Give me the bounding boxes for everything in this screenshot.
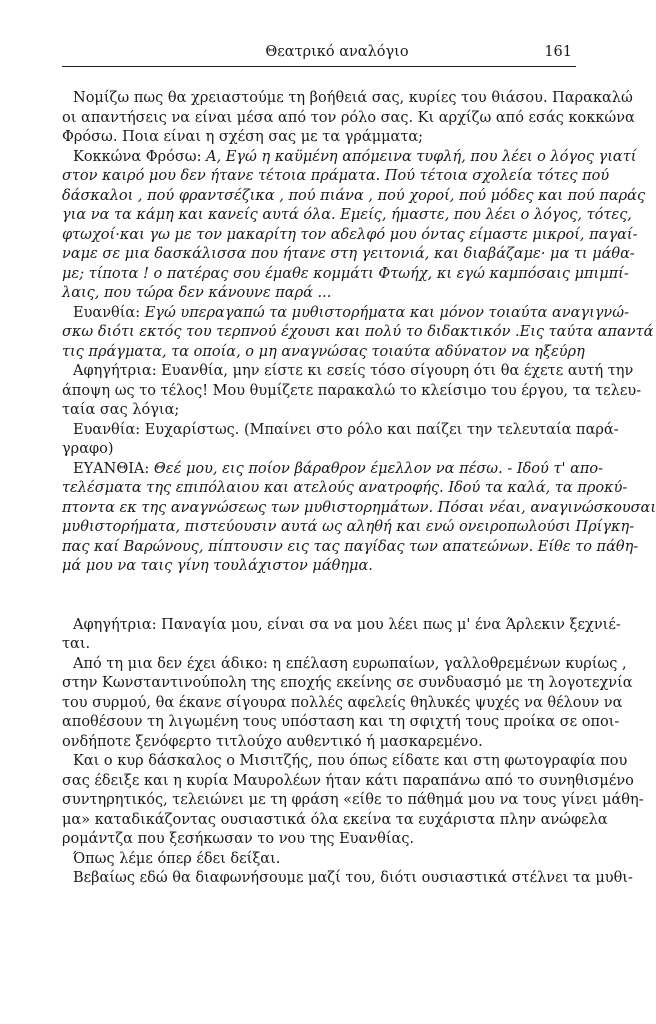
text-line xyxy=(62,713,620,733)
line-text: σκω διότι εκτός του τερπνού έχουσι και πολύ το διδακτικόν .Εις ταύτα απαντά xyxy=(62,324,654,340)
text-line xyxy=(62,538,639,558)
paragraph xyxy=(62,616,621,655)
line-text: ταία σας λόγια; xyxy=(62,402,180,418)
line-text: αποθέσουν τη λιγωμένη τους υπόσταση και τη σφιχτή τους προίκα σε οποι- xyxy=(62,714,620,730)
line-text: ται. xyxy=(62,636,91,652)
line-text: Ευανθία: Ευχαρίστως. (Μπαίνει στο ρόλο και παίζει την τελευταία παρά- xyxy=(73,421,619,438)
text-line xyxy=(62,343,585,363)
text-line xyxy=(62,752,628,772)
text-line xyxy=(62,265,629,285)
line-text: με; τίποτα ! ο πατέρας σου έμαθε κομμάτι Φτωήχ, κι εγώ καμπόσαις μπιμπί- xyxy=(62,265,629,282)
line-text: Βεβαίως εδώ θα διαφωνήσουμε μαζί του, διότι ουσιαστικά στέλνει τα μυθι- xyxy=(73,870,633,886)
paragraph xyxy=(62,89,635,148)
paragraph xyxy=(62,655,633,753)
text-line xyxy=(62,460,604,480)
page-number: 161 xyxy=(544,44,572,60)
line-text: Και ο κυρ δάσκαλος ο Μισιτζής, που όπως είδατε και στη φωτογραφία που xyxy=(73,753,628,769)
text-line xyxy=(62,284,576,304)
text-line xyxy=(62,440,576,460)
paragraph xyxy=(62,460,656,577)
line-text: Νομίζω πως θα χρειαστούμε τη βοήθειά σας, κυρίες του θιάσου. Παρακαλώ xyxy=(73,90,633,106)
speaker-label: ΕΥΑΝΘΙΑ: xyxy=(73,460,154,477)
text-line xyxy=(62,148,637,168)
text-line xyxy=(62,655,627,675)
text-line xyxy=(62,830,576,850)
section-gap xyxy=(62,577,576,616)
text-line xyxy=(62,245,635,265)
line-text: Από τη μια δεν έχει άδικο: η επέλαση ευρωπαίων, γαλλοθρεμένων κυρίως , xyxy=(73,655,627,672)
line-text: πτοντα εκ της αναγνώσεως των μυθιστορημάτων. Πόσαι νέαι, αναγινώσκουσαι xyxy=(62,499,656,516)
text-line xyxy=(62,811,608,831)
line-text: ρομάντζα που ξεσήκωσαν το νου της Ευανθίας. xyxy=(62,831,415,847)
text-line xyxy=(62,850,576,870)
line-text: μά μου να ταις γίνη τουλάχιστον μάθημα. xyxy=(62,558,373,574)
speaker-label: Κοκκώνα Φρόσω: xyxy=(73,148,207,165)
line-text: ονδήποτε ξενόφερτο τιτλούχο αυθεντικό ή μασκαρεμένο. xyxy=(62,733,483,750)
text-line xyxy=(62,791,644,811)
text-line xyxy=(62,323,654,343)
line-text: φτωχοί·και γω με τον μακαρίτη τον αδελφό μου όντας είμαστε μικροί, παγαί- xyxy=(62,226,638,243)
line-text: σας έδειξε και η κυρία Μαυρολέων ήταν κάτι παραπάνω από το συνηθισμένο xyxy=(62,772,634,789)
line-text: πας καί Βαρώνους, πίπτουσιν εις τας παγίδας των απατεώνων. Είθε το πάθη- xyxy=(62,538,639,555)
paragraph xyxy=(62,869,633,889)
paragraph xyxy=(62,850,576,870)
text-line xyxy=(62,187,646,207)
line-text: για να τα κάμη και κανείς αυτά όλα. Εμείς, ήμαστε, που λέει ο λόγος, τότες, xyxy=(62,207,632,223)
line-text: άποψη ως το τέλος! Μου θυμίζετε παρακαλώ το κλείσιμο του έργου, τα τελευ- xyxy=(62,382,642,399)
paragraph xyxy=(62,362,642,421)
text-line xyxy=(62,382,642,402)
line-text: Αφηγήτρια: Ευανθία, μην είστε κι εσείς τόσο σίγουρη ότι θα έχετε αυτή την xyxy=(73,363,634,379)
text-line xyxy=(62,167,610,187)
text-line xyxy=(62,128,576,148)
line-text: λαις, που τώρα δεν κάνουνε παρά ... xyxy=(62,285,332,301)
line-text: του συρμού, θα έκανε σίγουρα πολλές αφελείς θηλυκές ψυχές να θέλουν να xyxy=(62,694,623,711)
text-line xyxy=(62,674,633,694)
text-line xyxy=(62,733,576,753)
text-line xyxy=(62,479,628,499)
text-line xyxy=(62,89,633,109)
running-header xyxy=(62,42,576,67)
line-text: ναμε σε μια δασκάλισσα που ήτανε στη γειτονιά, και διαβάζαμε· μα τι μάθα- xyxy=(62,246,635,262)
line-text: μα» καταδικάζοντας ουσιαστικά όλα εκείνα τα ευχάριστα πλην ανώφελα xyxy=(62,811,608,828)
line-text: τις πράγματα, τα οποία, ο μη αναγνώσας τοιαύτα αδύνατον να ηξεύρη xyxy=(62,343,585,360)
text-line xyxy=(62,109,635,129)
text-line xyxy=(62,226,638,246)
line-text: Όπως λέμε όπερ έδει δείξαι. xyxy=(73,850,281,867)
line-text: δάσκαλοι , πού φραντσέζικα , πού πιάνα , πού χοροί, πού μόδες και πού παράς xyxy=(62,187,646,204)
running-title: Θεατρικό αναλόγιο xyxy=(265,44,409,60)
line-text: Φρόσω. Ποια είναι η σχέση σας με τα γράμματα; xyxy=(62,129,424,145)
line-text: τελέσματα της επιπόλαιου και ατελούς ανατροφής. Ιδού τα καλά, τα προκύ- xyxy=(62,480,628,496)
line-text: συντηρητικός, τελειώνει με τη φράση «είθε το πάθημά μου να τους γίνει μάθη- xyxy=(62,792,644,808)
line-text: στον καιρό μου δεν ήτανε τέτοια πράματα. Πού τέτοια σχολεία τότες πού xyxy=(62,168,610,184)
text-line xyxy=(62,694,623,714)
text-line xyxy=(62,499,656,519)
text-line xyxy=(62,518,635,538)
text-line xyxy=(62,869,633,889)
text-line xyxy=(62,772,634,792)
line-text: Αφηγήτρια: Παναγία μου, είναι σα να μου λέει πως μ' ένα Άρλεκιν ξεχνιέ- xyxy=(73,616,621,633)
paragraph xyxy=(62,304,654,363)
paragraph xyxy=(62,752,644,850)
paragraph xyxy=(62,421,619,460)
text-line xyxy=(62,304,629,324)
text-line xyxy=(62,206,632,226)
paragraph xyxy=(62,148,646,304)
line-text: στην Κωνσταντινούπολη της εποχής εκείνης σε συνδυασμό με τη λογοτεχνία xyxy=(62,675,633,691)
line-text: Εγώ υπεραγαπώ τα μυθιστορήματα και μόνον τοιαύτα αναγιγνώ- xyxy=(144,304,629,321)
line-text: Α, Εγώ η καϋμένη απόμεινα τυφλή, που λέει ο λόγος γιατί xyxy=(206,148,637,165)
text-line xyxy=(62,616,621,636)
line-text: Θεέ μου, εις ποίον βάραθρον έμελλον να πέσω. - Ιδού τ' απο- xyxy=(153,460,604,477)
body-text xyxy=(62,89,656,889)
text-line xyxy=(62,421,619,441)
line-text: μυθιστορήματα, πιστεύουσιν αυτά ως αληθή και ενώ ονειροπωλούσι Πρίγκη- xyxy=(62,519,635,535)
text-line xyxy=(62,557,576,577)
line-text: οι απαντήσεις να είναι μέσα από τον ρόλο σας. Κι αρχίζω από εσάς κοκκώνα xyxy=(62,109,635,126)
text-line xyxy=(62,401,576,421)
text-line xyxy=(62,635,576,655)
text-line xyxy=(62,362,634,382)
line-text: γραφο) xyxy=(62,441,114,457)
speaker-label: Ευανθία: xyxy=(73,304,145,321)
